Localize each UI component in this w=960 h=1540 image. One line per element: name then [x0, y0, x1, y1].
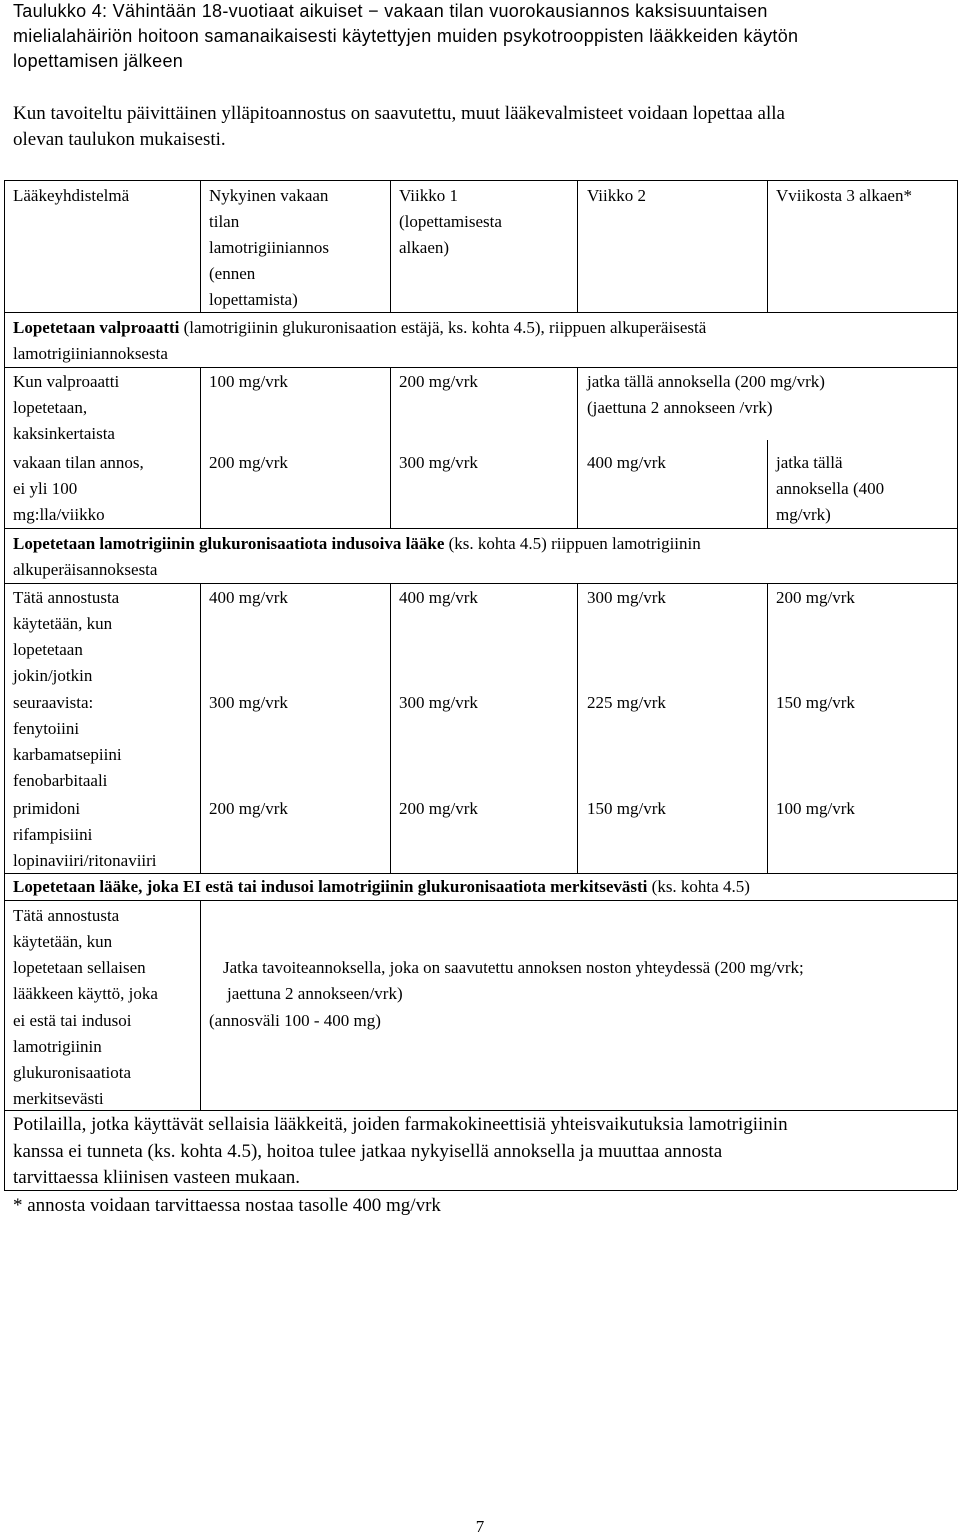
header-current-dose-2: tilan	[209, 212, 240, 231]
section2-row3-week1: 200 mg/vrk	[399, 799, 478, 818]
section2-label-8: fenobarbitaali	[13, 771, 108, 790]
section3-label-4: lääkkeen käyttö, joka	[13, 984, 158, 1003]
note-line-3: tarvittaessa kliinisen vasteen mukaan.	[13, 1167, 301, 1188]
section1-label-3: kaksinkertaista	[13, 424, 115, 443]
section1-heading: Lopetetaan valproaatti (lamotrigiinin glukuronisaation estäjä, ks. kohta 4.5), riippuen alkuperäisestä	[13, 318, 707, 337]
section2-row1-week2: 300 mg/vrk	[587, 588, 666, 607]
section1-row1-continue-1: jatka tällä annoksella (200 mg/vrk)	[587, 372, 825, 391]
section2-row1-week3: 200 mg/vrk	[776, 588, 855, 607]
section3-instruction-2: jaettuna 2 annokseen/vrk)	[227, 984, 403, 1003]
header-current-dose-1: Nykyinen vakaan	[209, 186, 329, 205]
section1-label-1: Kun valproaatti	[13, 372, 120, 391]
section2-row2-week1: 300 mg/vrk	[399, 693, 478, 712]
section2-label-7: karbamatsepiini	[13, 745, 122, 764]
section3-label-2: käytetään, kun	[13, 932, 113, 951]
section2-label-4: jokin/jotkin	[13, 666, 93, 685]
section1-label-2: lopetetaan,	[13, 398, 88, 417]
section1-row2-week1: 300 mg/vrk	[399, 453, 478, 472]
section3-label-1: Tätä annostusta	[13, 906, 120, 925]
table-caption-line-3: lopettamisen jälkeen	[13, 51, 184, 71]
header-week2: Viikko 2	[587, 186, 646, 205]
section2-row3-current: 200 mg/vrk	[209, 799, 288, 818]
section2-row2-week2: 225 mg/vrk	[587, 693, 666, 712]
section1-row2-week3-3: mg/vrk)	[776, 505, 831, 524]
section3-label-8: merkitsevästi	[13, 1089, 104, 1108]
section1-label-6: mg:lla/viikko	[13, 505, 105, 524]
section1-label-4: vakaan tilan annos,	[13, 453, 144, 472]
header-week3-onwards: Vviikosta 3 alkaen*	[776, 186, 912, 205]
header-current-dose-5: lopettamista)	[209, 290, 298, 309]
header-current-dose-3: lamotrigiiniannos	[209, 238, 329, 257]
header-week1-3: alkaen)	[399, 238, 450, 257]
section1-row2-current: 200 mg/vrk	[209, 453, 288, 472]
section2-heading-line2: alkuperäisannoksesta	[13, 560, 158, 579]
header-current-dose-4: (ennen	[209, 264, 256, 283]
section1-row1-continue-2: (jaettuna 2 annokseen /vrk)	[587, 398, 773, 417]
section3-instruction-1: Jatka tavoiteannoksella, joka on saavutettu annoksen noston yhteydessä (200 mg/vrk;	[223, 958, 804, 977]
section2-row3-week2: 150 mg/vrk	[587, 799, 666, 818]
header-combination: Lääkeyhdistelmä	[13, 186, 130, 205]
section3-label-6: lamotrigiinin	[13, 1037, 102, 1056]
section3-instruction-3: (annosväli 100 - 400 mg)	[209, 1011, 381, 1030]
section1-row2-week3-2: annoksella (400	[776, 479, 885, 498]
page-number: 7	[475, 1517, 485, 1536]
section1-label-5: ei yli 100	[13, 479, 78, 498]
section2-label-9: primidoni	[13, 799, 81, 818]
note-line-2: kanssa ei tunneta (ks. kohta 4.5), hoitoa tulee jatkaa nykyisellä annoksella ja muuttaa annosta	[13, 1141, 723, 1162]
section2-row2-week3: 150 mg/vrk	[776, 693, 855, 712]
section3-heading: Lopetetaan lääke, joka EI estä tai indusoi lamotrigiinin glukuronisaatiota merkitsevästi (ks. kohta 4.5)	[13, 877, 750, 896]
note-line-1: Potilailla, jotka käyttävät sellaisia lääkkeitä, joiden farmakokineettisiä yhteisvaikutuksia lamotrigiinin	[13, 1114, 788, 1135]
table-caption-line-1: Taulukko 4: Vähintään 18-vuotiaat aikuiset − vakaan tilan vuorokausiannos kaksisuuntaisen	[13, 1, 768, 21]
section2-label-1: Tätä annostusta	[13, 588, 120, 607]
section2-label-5: seuraavista:	[13, 693, 94, 712]
intro-line-2: olevan taulukon mukaisesti.	[13, 129, 226, 150]
section1-row2-week3-1: jatka tällä	[776, 453, 843, 472]
section2-label-6: fenytoiini	[13, 719, 80, 738]
section2-row2-current: 300 mg/vrk	[209, 693, 288, 712]
section1-row1-current: 100 mg/vrk	[209, 372, 288, 391]
section2-label-11: lopinaviiri/ritonaviiri	[13, 851, 157, 870]
section3-label-7: glukuronisaatiota	[13, 1063, 132, 1082]
section2-row3-week3: 100 mg/vrk	[776, 799, 855, 818]
section1-row2-week2: 400 mg/vrk	[587, 453, 666, 472]
section3-label-3: lopetetaan sellaisen	[13, 958, 146, 977]
table-caption-line-2: mielialahäiriön hoitoon samanaikaisesti käytettyjen muiden psykotrooppisten lääkkeiden käytön	[13, 26, 799, 46]
section2-row1-current: 400 mg/vrk	[209, 588, 288, 607]
footnote: * annosta voidaan tarvittaessa nostaa tasolle 400 mg/vrk	[13, 1195, 441, 1216]
section2-heading: Lopetetaan lamotrigiinin glukuronisaatiota indusoiva lääke (ks. kohta 4.5) riippuen lamotrigiinin	[13, 534, 701, 553]
section2-label-10: rifampisiini	[13, 825, 93, 844]
intro-line-1: Kun tavoiteltu päivittäinen ylläpitoannostus on saavutettu, muut lääkevalmisteet voidaan lopettaa alla	[13, 103, 785, 124]
section2-label-3: lopetetaan	[13, 640, 83, 659]
section2-label-2: käytetään, kun	[13, 614, 113, 633]
header-week1-2: (lopettamisesta	[399, 212, 502, 231]
section1-row1-week1: 200 mg/vrk	[399, 372, 478, 391]
header-week1-1: Viikko 1	[399, 186, 458, 205]
section3-label-5: ei estä tai indusoi	[13, 1011, 132, 1030]
section1-heading-line2: lamotrigiiniannoksesta	[13, 344, 168, 363]
section2-row1-week1: 400 mg/vrk	[399, 588, 478, 607]
